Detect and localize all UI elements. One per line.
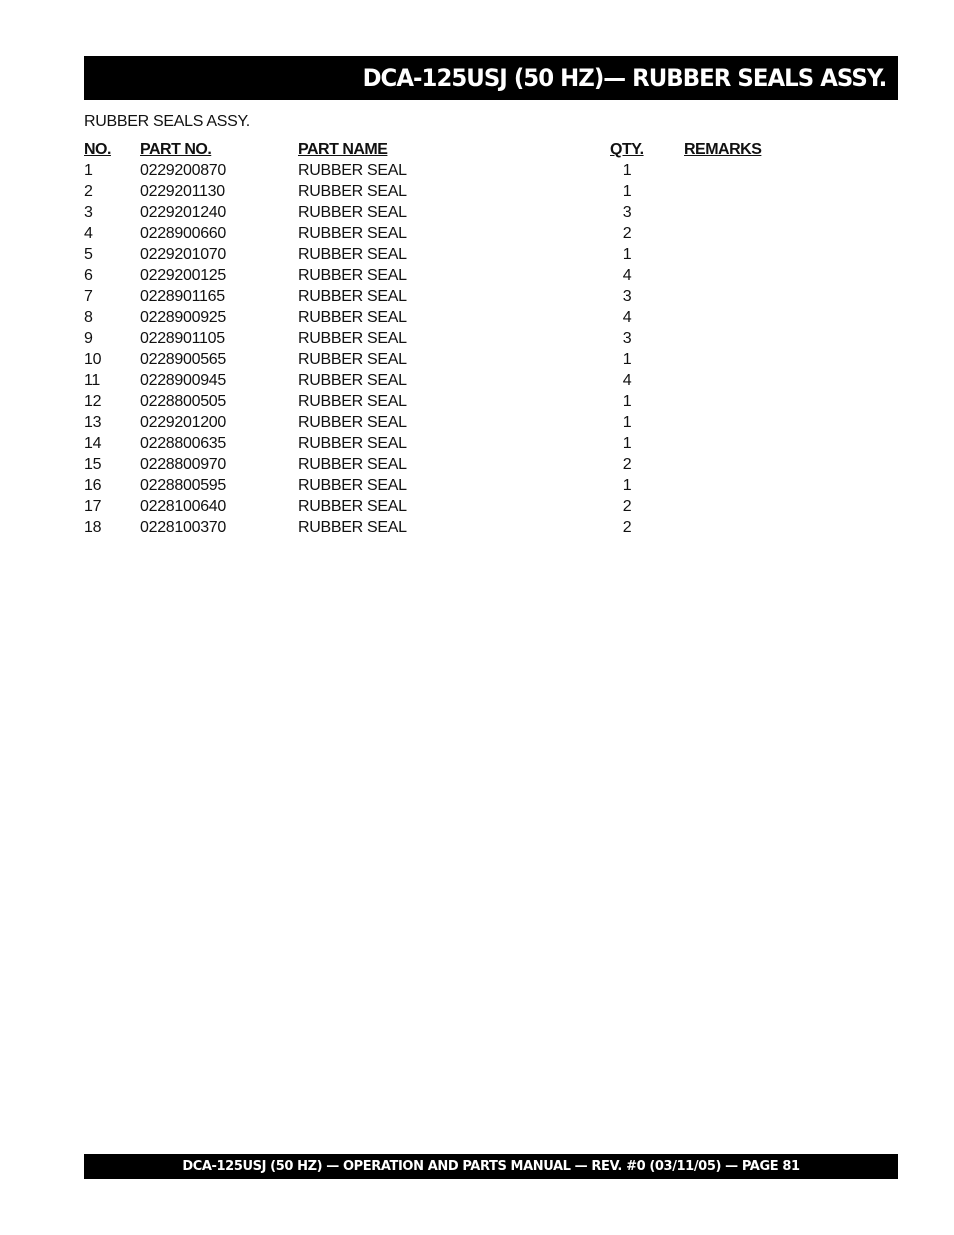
cell-qty: 1 bbox=[622, 183, 632, 200]
cell-qty: 4 bbox=[622, 372, 632, 389]
cell-part-name: RUBBER SEAL bbox=[298, 435, 407, 452]
table-row bbox=[84, 349, 784, 370]
table-row bbox=[84, 307, 784, 328]
table-row bbox=[84, 370, 784, 391]
cell-qty: 3 bbox=[622, 330, 632, 347]
cell-qty: 3 bbox=[622, 288, 632, 305]
cell-no: 5 bbox=[84, 246, 93, 263]
cell-qty: 2 bbox=[622, 498, 632, 515]
cell-no: 13 bbox=[84, 414, 102, 431]
cell-qty: 4 bbox=[622, 267, 632, 284]
page-title-bar bbox=[84, 56, 898, 100]
cell-no: 6 bbox=[84, 267, 93, 284]
cell-part-no: 0229200870 bbox=[140, 162, 226, 179]
column-header-qty: QTY. bbox=[610, 141, 644, 158]
cell-qty: 1 bbox=[622, 246, 632, 263]
cell-part-no: 0228900565 bbox=[140, 351, 226, 368]
cell-no: 7 bbox=[84, 288, 93, 305]
table-header-row bbox=[84, 139, 784, 160]
cell-part-name: RUBBER SEAL bbox=[298, 162, 407, 179]
cell-qty: 1 bbox=[622, 477, 632, 494]
cell-part-no: 0229201070 bbox=[140, 246, 226, 263]
cell-part-name: RUBBER SEAL bbox=[298, 456, 407, 473]
table-row bbox=[84, 475, 784, 496]
table-row bbox=[84, 181, 784, 202]
cell-qty: 2 bbox=[622, 519, 632, 536]
cell-no: 18 bbox=[84, 519, 102, 536]
cell-part-no: 0228800595 bbox=[140, 477, 226, 494]
cell-part-no: 0228901165 bbox=[140, 288, 225, 305]
cell-no: 2 bbox=[84, 183, 93, 200]
cell-qty: 1 bbox=[622, 435, 632, 452]
cell-no: 11 bbox=[84, 372, 101, 389]
cell-part-name: RUBBER SEAL bbox=[298, 498, 407, 515]
cell-part-no: 0228100370 bbox=[140, 519, 226, 536]
cell-part-name: RUBBER SEAL bbox=[298, 204, 407, 221]
table-row bbox=[84, 244, 784, 265]
cell-part-name: RUBBER SEAL bbox=[298, 477, 407, 494]
cell-qty: 2 bbox=[622, 225, 632, 242]
cell-no: 14 bbox=[84, 435, 102, 452]
cell-part-no: 0229201130 bbox=[140, 183, 225, 200]
table-row bbox=[84, 160, 784, 181]
cell-qty: 1 bbox=[622, 414, 632, 431]
table-row bbox=[84, 202, 784, 223]
column-header-part-name: PART NAME bbox=[298, 141, 388, 158]
cell-part-name: RUBBER SEAL bbox=[298, 246, 407, 263]
cell-part-no: 0228800635 bbox=[140, 435, 226, 452]
table-row bbox=[84, 286, 784, 307]
cell-part-name: RUBBER SEAL bbox=[298, 183, 407, 200]
cell-part-no: 0229200125 bbox=[140, 267, 226, 284]
cell-part-name: RUBBER SEAL bbox=[298, 288, 407, 305]
cell-qty: 1 bbox=[622, 162, 632, 179]
table-row bbox=[84, 328, 784, 349]
cell-no: 12 bbox=[84, 393, 102, 410]
table-row bbox=[84, 496, 784, 517]
table-row bbox=[84, 433, 784, 454]
cell-part-name: RUBBER SEAL bbox=[298, 372, 407, 389]
cell-no: 10 bbox=[84, 351, 102, 368]
cell-no: 1 bbox=[84, 162, 93, 179]
cell-part-name: RUBBER SEAL bbox=[298, 393, 407, 410]
cell-no: 3 bbox=[84, 204, 93, 221]
cell-qty: 4 bbox=[622, 309, 632, 326]
column-header-remarks: REMARKS bbox=[684, 141, 762, 158]
cell-part-name: RUBBER SEAL bbox=[298, 330, 407, 347]
cell-no: 16 bbox=[84, 477, 102, 494]
table-body bbox=[84, 160, 784, 538]
cell-part-no: 0228900945 bbox=[140, 372, 226, 389]
cell-qty: 2 bbox=[622, 456, 632, 473]
table-row bbox=[84, 412, 784, 433]
page-title: DCA-125USJ (50 HZ)— RUBBER SEALS ASSY. bbox=[362, 64, 886, 92]
cell-part-no: 0228800970 bbox=[140, 456, 226, 473]
table-row bbox=[84, 223, 784, 244]
cell-part-no: 0228100640 bbox=[140, 498, 226, 515]
table-row bbox=[84, 454, 784, 475]
cell-qty: 1 bbox=[622, 351, 632, 368]
cell-part-name: RUBBER SEAL bbox=[298, 225, 407, 242]
cell-part-no: 0228800505 bbox=[140, 393, 226, 410]
table-row bbox=[84, 265, 784, 286]
cell-part-name: RUBBER SEAL bbox=[298, 351, 407, 368]
cell-no: 4 bbox=[84, 225, 93, 242]
cell-part-no: 0228900925 bbox=[140, 309, 226, 326]
cell-part-no: 0229201200 bbox=[140, 414, 226, 431]
cell-qty: 3 bbox=[622, 204, 632, 221]
column-header-no: NO. bbox=[84, 141, 111, 158]
table-row bbox=[84, 391, 784, 412]
cell-part-no: 0228900660 bbox=[140, 225, 226, 242]
cell-qty: 1 bbox=[622, 393, 632, 410]
cell-part-no: 0229201240 bbox=[140, 204, 226, 221]
cell-part-name: RUBBER SEAL bbox=[298, 414, 407, 431]
page-footer-bar bbox=[84, 1154, 898, 1179]
table-row bbox=[84, 517, 784, 538]
column-header-part-no: PART NO. bbox=[140, 141, 212, 158]
cell-no: 8 bbox=[84, 309, 93, 326]
cell-no: 9 bbox=[84, 330, 93, 347]
cell-no: 15 bbox=[84, 456, 102, 473]
cell-part-name: RUBBER SEAL bbox=[298, 519, 407, 536]
cell-no: 17 bbox=[84, 498, 102, 515]
parts-table bbox=[84, 139, 784, 538]
section-label: RUBBER SEALS ASSY. bbox=[84, 113, 250, 130]
cell-part-name: RUBBER SEAL bbox=[298, 309, 407, 326]
page-footer: DCA-125USJ (50 HZ) — OPERATION AND PARTS MANUAL — REV. #0 (03/11/05) — PAGE 81 bbox=[182, 1159, 800, 1174]
cell-part-no: 0228901105 bbox=[140, 330, 225, 347]
cell-part-name: RUBBER SEAL bbox=[298, 267, 407, 284]
